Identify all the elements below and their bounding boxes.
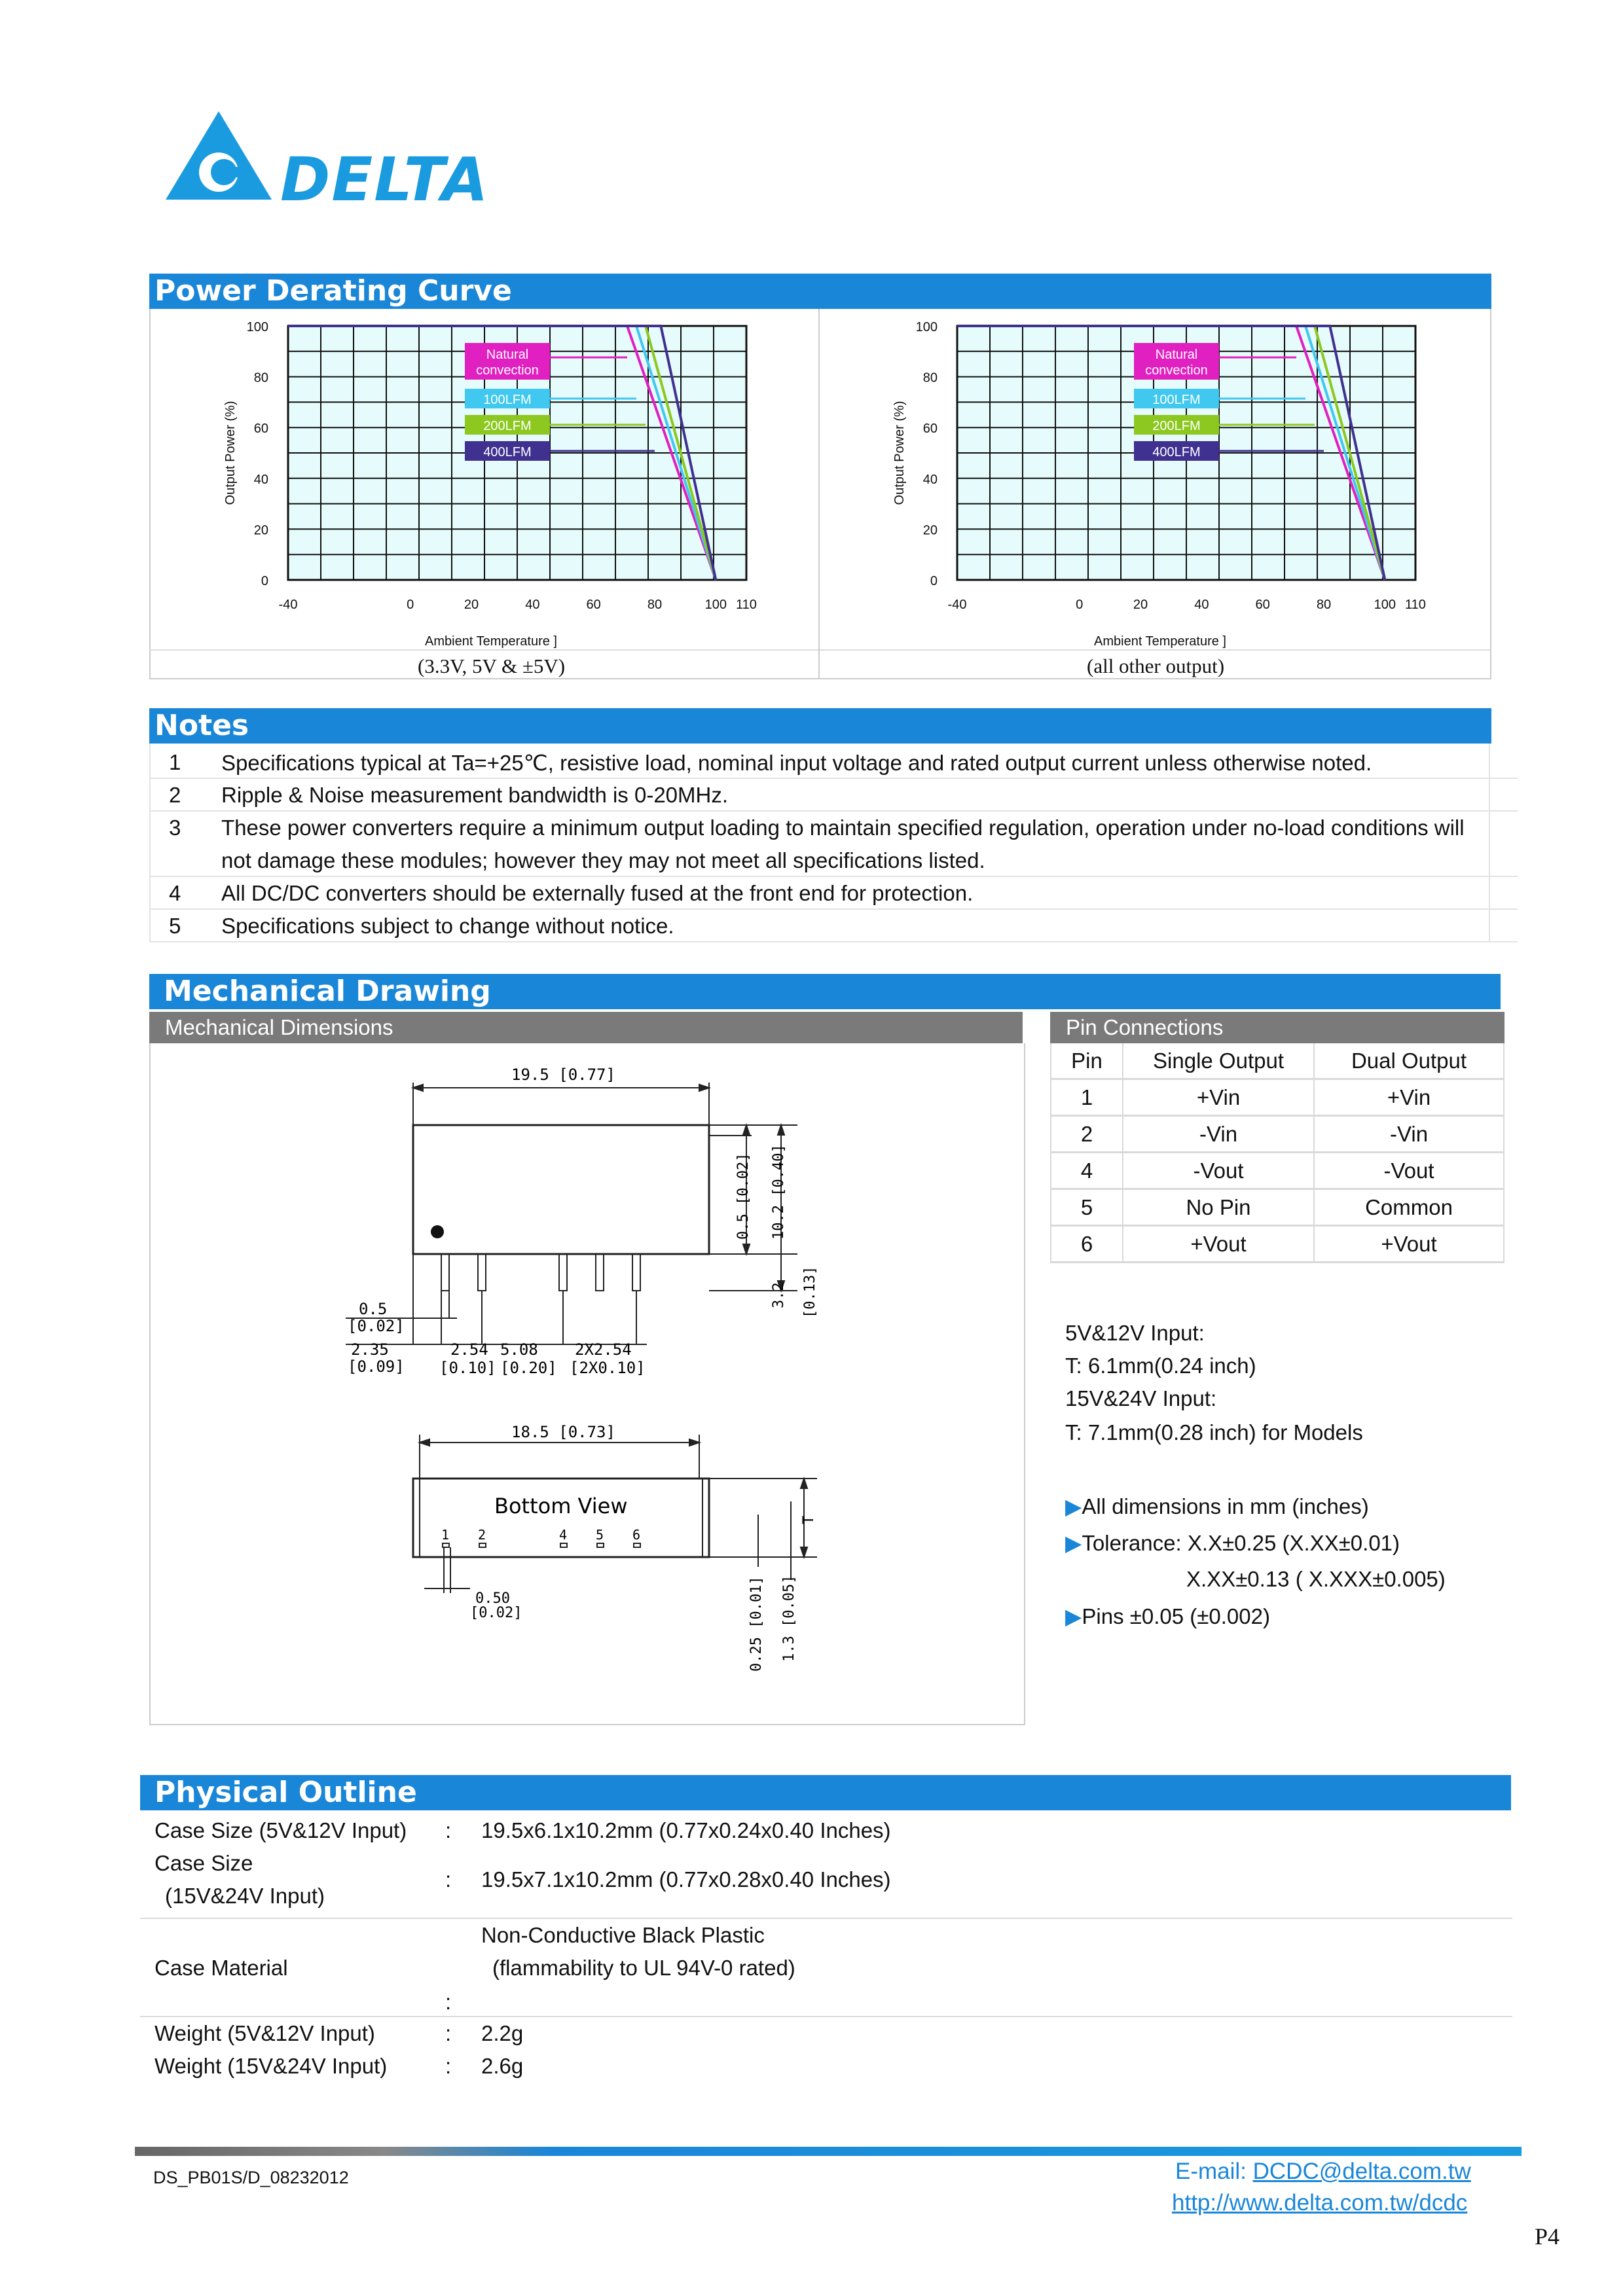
- legend-label-lfm100: 100LFM: [483, 393, 532, 407]
- legend-label-natural: Natural: [1155, 348, 1198, 362]
- x-tick-label: 110: [736, 598, 757, 612]
- triangle-bullet-icon: ▶: [1065, 1494, 1082, 1518]
- pin-label-1: 1: [441, 1527, 450, 1543]
- pin1-marker: [431, 1225, 444, 1238]
- notes-text: Specifications typical at Ta=+25℃, resistive load, nominal input voltage and rated output current unless otherwise noted.: [221, 751, 1372, 775]
- triangle-bullet-icon: ▶: [1065, 1604, 1082, 1628]
- x-tick-label: 100: [704, 598, 727, 612]
- notes-title: Notes: [149, 708, 1491, 744]
- delta-logo: [164, 105, 490, 215]
- y-tick-label: 60: [922, 422, 938, 437]
- bottom-view-label: Bottom View: [494, 1494, 628, 1518]
- physical-title: Physical Outline: [140, 1775, 1511, 1810]
- dim-d05: 0.5: [359, 1300, 388, 1318]
- x-tick-label: 100: [1374, 598, 1396, 612]
- pin-single: +Vin: [1123, 1079, 1314, 1116]
- material-label: Case Material: [155, 1956, 288, 1980]
- material-value-sub: (flammability to UL 94V-0 rated): [492, 1956, 795, 1980]
- pin-label-6: 6: [632, 1527, 641, 1543]
- dim-d235: 2.35: [351, 1340, 389, 1359]
- pin-label-5: 5: [596, 1527, 604, 1543]
- notes-num: 4: [169, 881, 181, 905]
- legend-label-lfm100: 100LFM: [1152, 393, 1201, 407]
- x-tick-label: 20: [464, 598, 479, 612]
- derating-caption-right: (all other output): [1087, 655, 1225, 677]
- derating-mid-divider: [818, 309, 820, 679]
- footer-email-line: [1175, 2159, 1471, 2185]
- legend-label-natural: Natural: [486, 348, 529, 362]
- t-note-4: T: 7.1mm(0.28 inch) for Models: [1065, 1420, 1363, 1444]
- notes-row-2: [149, 778, 1518, 812]
- derating-chart-left: [216, 309, 812, 649]
- case-size-1-label: Case Size (5V&12V Input): [155, 1818, 407, 1842]
- notes-row-3: [149, 810, 1518, 877]
- footer-bar: [135, 2147, 1522, 2156]
- dim-width-top: 19.5 [0.77]: [511, 1066, 615, 1084]
- derating-caption-divider: [149, 649, 1490, 651]
- table-row: [1051, 1116, 1504, 1153]
- x-tick-label: 20: [1133, 598, 1148, 612]
- x-tick-label: 0: [1076, 598, 1084, 612]
- colon: :: [445, 1818, 452, 1842]
- notes-text: Ripple & Noise measurement bandwidth is 0-20MHz.: [221, 783, 729, 807]
- pin-number: 2: [1051, 1116, 1123, 1153]
- notes-row-1: [149, 745, 1518, 779]
- y-axis-label: Output Power (%): [223, 401, 238, 505]
- colon: :: [445, 2021, 452, 2045]
- pin-number: 1: [1051, 1079, 1123, 1116]
- y-tick-label: 80: [922, 370, 938, 386]
- pins-title: Pin Connections: [1050, 1012, 1504, 1043]
- dim-h013: [0.13]: [802, 1266, 818, 1318]
- legend-label-lfm400: 400LFM: [1152, 445, 1201, 459]
- y-tick-label: 100: [246, 320, 268, 334]
- pin-number: 4: [1051, 1153, 1123, 1189]
- y-tick-label: 100: [915, 320, 938, 334]
- dim-d002: [0.02]: [348, 1317, 405, 1335]
- y-tick-label: 0: [261, 574, 268, 588]
- notes-text: These power converters require a minimum output loading to maintain specified regulation, operation under no-load conditions will: [221, 816, 1465, 840]
- notes-num: 1: [169, 750, 181, 774]
- derating-caption-left: (3.3V, 5V & ±5V): [418, 655, 566, 677]
- legend-label-lfm200: 200LFM: [1152, 419, 1201, 433]
- dim-note-text: Pins ±0.05 (±0.002): [1082, 1604, 1270, 1628]
- x-tick-label: 80: [647, 598, 663, 612]
- dim-p2x: 2X2.54: [575, 1340, 632, 1359]
- top-view: [346, 1083, 797, 1344]
- material-value: Non-Conductive Black Plastic: [481, 1923, 765, 1947]
- legend-label-natural-2: convection: [1145, 363, 1208, 378]
- physical-divider: [140, 2016, 1512, 2017]
- mechanical-title: Mechanical Drawing: [149, 974, 1501, 1009]
- weight-1-value: 2.2g: [481, 2021, 524, 2045]
- pins-header-pin: Pin: [1051, 1043, 1123, 1079]
- case-size-2-value: 19.5x7.1x10.2mm (0.77x0.28x0.40 Inches): [481, 1867, 891, 1892]
- pin-single: No Pin: [1123, 1189, 1314, 1226]
- dim-note-text: Tolerance: X.X±0.25 (X.XX±0.01): [1082, 1531, 1400, 1555]
- pin-single: -Vout: [1123, 1153, 1314, 1189]
- colon: :: [445, 1867, 452, 1892]
- footer-url-link[interactable]: http://www.delta.com.tw/dcdc: [1172, 2190, 1468, 2215]
- y-axis-label: Output Power (%): [892, 401, 907, 505]
- dim-p010: [0.10]: [439, 1359, 496, 1377]
- table-row: [1051, 1189, 1504, 1226]
- triangle-bullet-icon: ▶: [1065, 1531, 1082, 1555]
- x-tick-label: 80: [1316, 598, 1332, 612]
- pins-header-single: Single Output: [1123, 1043, 1314, 1079]
- notes-text: Specifications subject to change without notice.: [221, 914, 674, 938]
- dim-note-text: All dimensions in mm (inches): [1082, 1494, 1369, 1518]
- t-note-1: 5V&12V Input:: [1065, 1321, 1205, 1345]
- dim-p508: 5.08: [500, 1340, 538, 1359]
- dim-note-2: [1065, 1530, 1400, 1556]
- y-tick-label: 40: [253, 472, 268, 487]
- pins-header-row: [1051, 1043, 1504, 1079]
- t-note-3: 15V&24V Input:: [1065, 1386, 1217, 1410]
- dim-b13: 1.3 [0.05]: [781, 1575, 797, 1662]
- x-tick-label: 60: [586, 598, 601, 612]
- legend-label-natural-2: convection: [476, 363, 539, 378]
- pin-number: 5: [1051, 1189, 1123, 1226]
- pin-dual: +Vin: [1314, 1079, 1504, 1116]
- y-tick-label: 0: [930, 574, 938, 588]
- brand-wordmark: DELTA: [280, 145, 490, 215]
- dim-d009: [0.09]: [348, 1357, 405, 1376]
- pins-header-dual: Dual Output: [1314, 1043, 1504, 1079]
- x-tick-label: -40: [278, 598, 298, 612]
- colon: :: [445, 1990, 452, 2014]
- weight-1-label: Weight (5V&12V Input): [155, 2021, 375, 2045]
- x-tick-label: 40: [1194, 598, 1209, 612]
- y-tick-label: 80: [253, 370, 268, 386]
- mechanical-dims-title: Mechanical Dimensions: [149, 1012, 1023, 1043]
- footer-doc-id: DS_PB01S/D_08232012: [153, 2168, 349, 2187]
- notes-num: 3: [169, 816, 181, 840]
- dim-h05: 0.5 [0.02]: [735, 1153, 752, 1240]
- x-tick-label: 60: [1255, 598, 1270, 612]
- weight-2-value: 2.6g: [481, 2054, 524, 2078]
- dim-p254: 2.54: [450, 1340, 488, 1359]
- dim-b025: 0.25 [0.01]: [748, 1576, 765, 1672]
- y-tick-label: 40: [922, 472, 938, 487]
- x-tick-label: 110: [1405, 598, 1426, 612]
- notes-row-4: [149, 876, 1518, 910]
- dim-h102: 10.2 [0.40]: [771, 1144, 787, 1240]
- notes-num: 5: [169, 914, 181, 938]
- pin-connections-table: [1050, 1043, 1504, 1263]
- y-tick-label: 20: [253, 523, 268, 538]
- pin-label-2: 2: [478, 1527, 486, 1543]
- derating-title: Power Derating Curve: [149, 274, 1491, 309]
- dim-p2x010: [2X0.10]: [570, 1359, 646, 1377]
- x-tick-label: 0: [407, 598, 414, 612]
- table-row: [1051, 1079, 1504, 1116]
- case-size-2-label: Case Size: [155, 1851, 253, 1875]
- dim-p020: [0.20]: [500, 1359, 557, 1377]
- table-row: [1051, 1226, 1504, 1263]
- case-size-2-label-sub: (15V&24V Input): [165, 1884, 325, 1908]
- y-tick-label: 20: [922, 523, 938, 538]
- footer-email-label: E-mail:: [1175, 2159, 1253, 2184]
- dim-note-4: [1065, 1604, 1270, 1629]
- legend-label-lfm200: 200LFM: [483, 419, 532, 433]
- x-axis-label: Ambient Temperature ]: [1094, 634, 1226, 649]
- footer-email-link[interactable]: DCDC@delta.com.tw: [1252, 2159, 1471, 2184]
- pin-single: -Vin: [1123, 1116, 1314, 1153]
- pin-dual: Common: [1314, 1189, 1504, 1226]
- t-note-2: T: 6.1mm(0.24 inch): [1065, 1354, 1256, 1378]
- page-number: P4: [1535, 2223, 1560, 2250]
- dim-b002: [0.02]: [470, 1605, 522, 1621]
- mechanical-drawing: [149, 1043, 1023, 1724]
- notes-text-continued: not damage these modules; however they may not meet all specifications listed.: [221, 848, 985, 872]
- dim-note-1: [1065, 1494, 1369, 1519]
- case-size-1-value: 19.5x6.1x10.2mm (0.77x0.24x0.40 Inches): [481, 1818, 891, 1842]
- legend-label-lfm400: 400LFM: [483, 445, 532, 459]
- dim-t: T: [801, 1515, 817, 1524]
- derating-chart-right: [885, 309, 1481, 649]
- notes-text: All DC/DC converters should be externally fused at the front end for protection.: [221, 881, 974, 905]
- pin-dual: +Vout: [1314, 1226, 1504, 1263]
- dim-b050: 0.50: [475, 1590, 510, 1607]
- pin-single: +Vout: [1123, 1226, 1314, 1263]
- notes-num: 2: [169, 783, 181, 807]
- dim-h32: 3.2: [771, 1282, 787, 1308]
- x-axis-label: Ambient Temperature ]: [425, 634, 557, 649]
- notes-row-5: [149, 908, 1518, 942]
- pin-label-4: 4: [559, 1527, 568, 1543]
- dim-note-3: X.XX±0.13 ( X.XXX±0.005): [1186, 1567, 1446, 1591]
- pin-dual: -Vout: [1314, 1153, 1504, 1189]
- dim-width-bottom: 18.5 [0.73]: [511, 1423, 615, 1441]
- weight-2-label: Weight (15V&24V Input): [155, 2054, 388, 2078]
- pin-number: 6: [1051, 1226, 1123, 1263]
- pin-dual: -Vin: [1314, 1116, 1504, 1153]
- y-tick-label: 60: [253, 422, 268, 437]
- table-row: [1051, 1153, 1504, 1189]
- x-tick-label: -40: [947, 598, 967, 612]
- x-tick-label: 40: [525, 598, 540, 612]
- physical-divider: [140, 1918, 1512, 1919]
- colon: :: [445, 2054, 452, 2078]
